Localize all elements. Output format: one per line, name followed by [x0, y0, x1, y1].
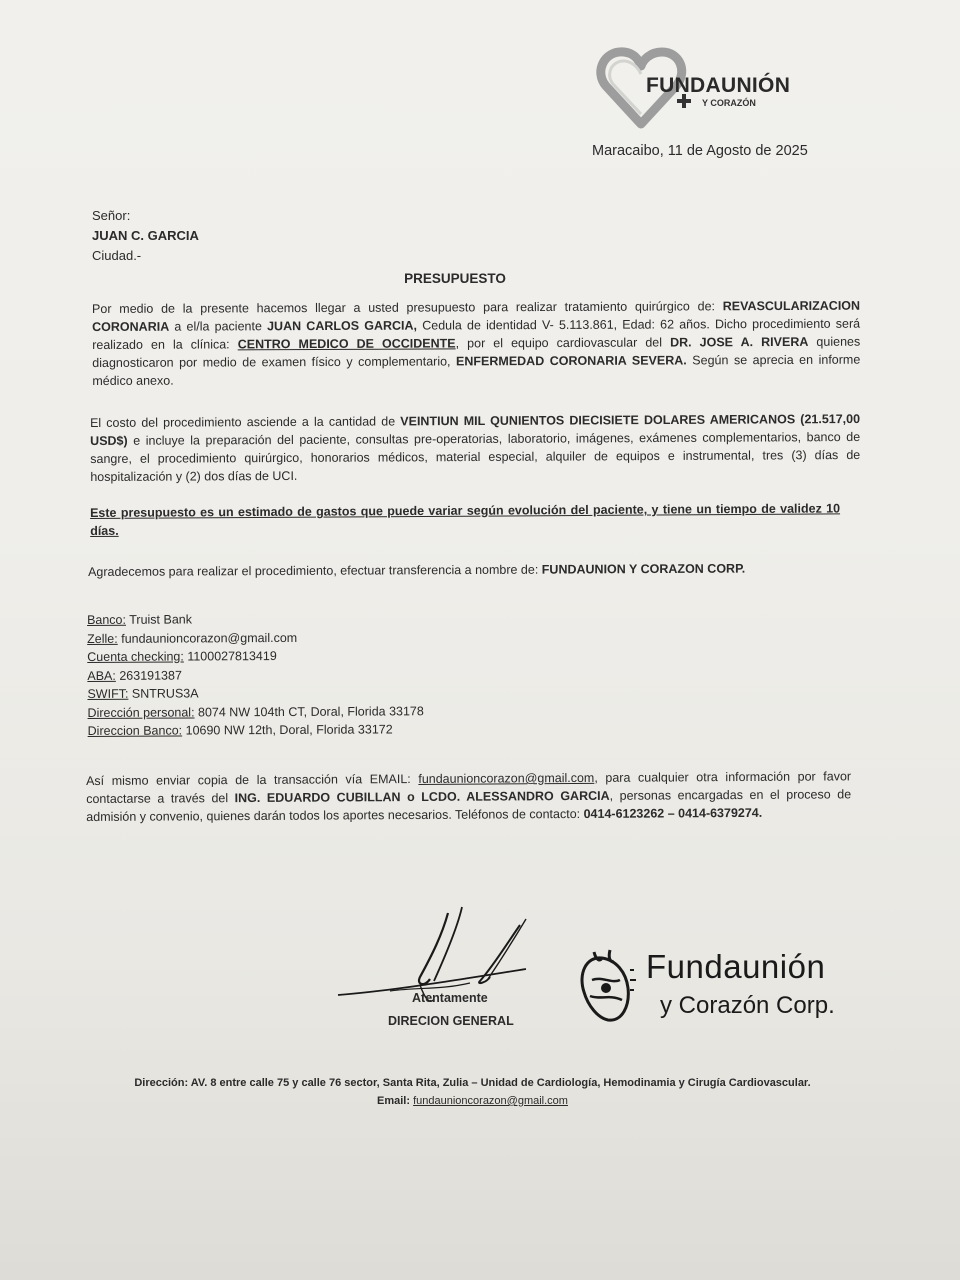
diagnosis: ENFERMEDAD CORONARIA SEVERA.	[455, 353, 687, 369]
footer	[0, 1074, 945, 1110]
doctor-name: DR. JOSE A. RIVERA	[670, 334, 809, 350]
text: Así mismo enviar copia de la transacción vía EMAIL:	[86, 771, 419, 788]
zelle-row	[87, 628, 423, 648]
paragraph-contact	[86, 767, 851, 826]
swift-row	[87, 683, 423, 703]
zelle-value: fundaunioncorazon@gmail.com	[117, 630, 298, 646]
footer-email-row	[0, 1092, 945, 1110]
zelle-label: Zelle:	[87, 631, 118, 646]
company-stamp	[572, 940, 862, 1030]
bank-details	[87, 609, 424, 740]
text: El costo del procedimiento asciende a la cantidad de	[90, 414, 401, 430]
text: , por el equipo cardiovascular del	[455, 335, 671, 351]
recipient-name: JUAN C. GARCIA	[92, 228, 199, 243]
footer-email-link[interactable]: fundaunioncorazon@gmail.com	[413, 1095, 568, 1107]
beneficiary-name: FUNDAUNION Y CORAZON CORP.	[541, 561, 746, 577]
aba-row	[87, 665, 423, 685]
checking-row	[87, 646, 423, 666]
stamp-line-1: Fundaunión	[646, 948, 826, 985]
procedure-name: REVASCULARIZACION CORONARIA	[92, 298, 861, 334]
signature-block	[330, 895, 550, 1045]
fundaunion-logo	[596, 44, 816, 134]
personal-address-value: 8074 NW 104th CT, Doral, Florida 33178	[194, 703, 424, 719]
letter-date: Maracaibo, 11 de Agosto de 2025	[592, 143, 808, 159]
contact-persons: ING. EDUARDO CUBILLAN o LCDO. ALESSANDRO GARCIA	[234, 788, 610, 806]
recipient-city: Ciudad.-	[92, 248, 142, 263]
aba-label: ABA:	[87, 668, 116, 683]
document-title: PRESUPUESTO	[404, 271, 506, 286]
bank-value: Truist Bank	[125, 612, 193, 627]
paragraph-treatment	[92, 297, 860, 390]
logo-subtitle: Y CORAZÓN	[702, 98, 756, 108]
personal-address-row	[87, 702, 423, 722]
signatory-office: DIRECION GENERAL	[388, 1014, 514, 1028]
text: , personas encargadas en el proceso de admisión y convenio, quienes darán todos los aportes necesarios. Teléfonos de contacto:	[86, 787, 852, 824]
text: Según se aprecia en informe médico anexo.	[92, 352, 861, 388]
footer-email-label: Email:	[377, 1095, 414, 1107]
bank-row	[87, 609, 423, 629]
recipient-block	[92, 206, 199, 266]
patient-name: JUAN CARLOS GARCIA,	[267, 318, 418, 334]
swift-label: SWIFT:	[87, 686, 129, 701]
text: a el/la paciente	[169, 319, 268, 334]
bank-address-row	[88, 720, 424, 740]
text: Cedula de identidad V- 5.113.861, Edad: 62 años. Dicho procedimiento será realizado en la clínica:	[92, 316, 861, 352]
stamp-line-2: y Corazón Corp.	[660, 992, 835, 1019]
aba-value: 263191387	[115, 668, 182, 683]
text: e incluye la preparación del paciente, consultas pre-operatorias, laboratorio, imágenes, exámenes complementarios, banco de sangre, el procedimiento quirúrgico, honorarios médicos, material especial, alquiler de equipos e instrumental, tres (3) días de hospitalización y (2) dos días de UCI.	[90, 429, 861, 484]
personal-address-label: Dirección personal:	[87, 704, 195, 720]
contact-email-link[interactable]: fundaunioncorazon@gmail.com	[418, 770, 595, 786]
text: quienes diagnosticaron por medio de examen físico y complementario,	[92, 334, 861, 370]
anatomical-heart-icon	[572, 940, 642, 1030]
swift-value: SNTRUS3A	[128, 686, 199, 701]
paragraph-cost	[90, 410, 860, 486]
text: Agradecemos para realizar el procedimiento, efectuar transferencia a nombre de:	[88, 562, 542, 579]
logo-name: FUNDAUNIÓN	[646, 74, 791, 97]
contact-phones: 0414-6123262 – 0414-6379274.	[583, 805, 763, 821]
bank-address-label: Direccion Banco:	[87, 723, 183, 738]
footer-address: Dirección: AV. 8 entre calle 75 y calle 76 sector, Santa Rita, Zulia – Unidad de Cardiología, Hemodinamia y Cirugía Cardiovascular.	[134, 1077, 811, 1089]
cost-amount: VEINTIUN MIL QUNIENTOS DIECISIETE DOLARES AMERICANOS (21.517,00 USD$)	[90, 411, 861, 448]
paragraph-transfer	[88, 559, 848, 581]
checking-label: Cuenta checking:	[87, 649, 184, 664]
clinic-name: CENTRO MEDICO DE OCCIDENTE	[237, 336, 456, 352]
paragraph-validity: Este presupuesto es un estimado de gastos que puede variar según evolución del paciente, y tiene un tiempo de validez 10 días.	[90, 501, 841, 538]
checking-value: 1100027813419	[183, 649, 277, 664]
text: Por medio de la presente hacemos llegar a usted presupuesto para realizar tratamiento quirúrgico de:	[92, 299, 723, 316]
bank-label: Banco:	[87, 612, 127, 627]
salutation: Señor:	[92, 208, 131, 223]
text: , para cualquier otra información por favor contactarse a través del	[86, 769, 852, 806]
bank-address-value: 10690 NW 12th, Doral, Florida 33172	[182, 722, 393, 738]
closing-text: Atentamente	[412, 991, 488, 1005]
